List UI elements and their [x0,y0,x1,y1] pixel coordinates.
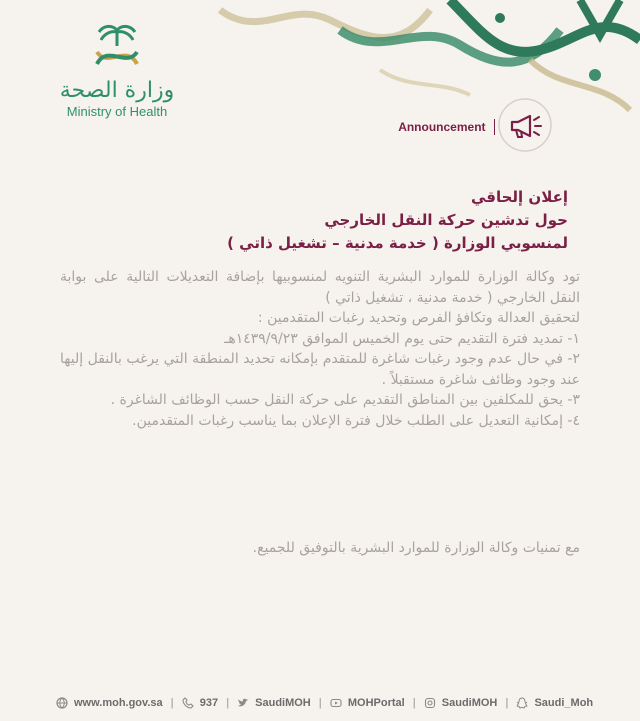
body-item-1: ١- تمديد فترة التقديم حتى يوم الخميس الموافق ١٤٣٩/٩/٢٣هـ [224,330,580,347]
body-item-4: ٤- إمكانية التعديل على الطلب خلال فترة الإعلان بما يناسب رغبات المتقدمين. [132,412,580,429]
footer-snapchat[interactable]: Saudi_Moh [534,697,594,709]
megaphone-icon [496,96,554,154]
footer-twitter[interactable]: SaudiMOH [255,697,311,709]
youtube-icon [330,697,342,709]
divider: | [226,697,230,709]
twitter-icon [237,697,249,709]
moh-logo [52,22,182,119]
footer-phone[interactable]: 937 [199,697,219,709]
palm-logo-icon [87,22,147,74]
title-line-2: حول تدشين حركة النقل الخارجي [324,211,568,229]
footer-website[interactable]: www.moh.gov.sa [74,697,163,709]
body-intro: تود وكالة الوزارة للموارد البشرية التنويه لمنسوبيها بإضافة التعديلات التالية على بوابة النقل الخارجي ( خدمة مدنية ، تشغيل ذاتي ) [60,269,580,306]
body-item-2: ٢- في حال عدم وجود رغبات شاغرة للمتقدم بإمكانه تحديد المنطقة التي يرغب بالنقل إليها عند وجود وظائف شاغرة مستقبلاً . [60,351,580,388]
footer-instagram[interactable]: SaudiMOH [441,697,498,709]
megaphone-badge [496,96,554,154]
globe-icon [56,697,68,709]
decorative-calligraphy [200,0,640,120]
divider: | [318,697,322,709]
title-line-3: لمنسوبي الوزارة ( خدمة مدنية – تشغيل ذاتي ) [227,234,568,252]
body-item-3: ٣- يحق للمكلفين بين المناطق التقديم على حركة النقل حسب الوظائف الشاغرة . [110,392,580,408]
snapchat-icon [516,697,528,709]
logo-arabic-name: وزارة الصحة [59,78,175,103]
closing-note: مع تمنيات وكالة الوزارة للموارد البشرية بالتوفيق للجميع. [252,540,580,556]
body-purpose: لتحقيق العدالة وتكافؤ الفرص وتحديد رغبات المتقدمين : [257,310,580,326]
announcement-body [60,267,580,431]
divider [494,119,495,135]
footer-contacts [56,692,593,714]
title-line-1: إعلان إلحاقي [470,188,568,206]
divider: | [505,697,509,709]
divider: | [412,697,416,709]
footer-youtube[interactable]: MOHPortal [347,697,405,709]
instagram-icon [424,697,436,709]
announcement-title [88,186,568,255]
phone-icon [182,697,194,709]
logo-english-name: Ministry of Health [66,104,168,119]
announcement-label-en: Announcement [398,120,486,134]
divider: | [170,697,174,709]
